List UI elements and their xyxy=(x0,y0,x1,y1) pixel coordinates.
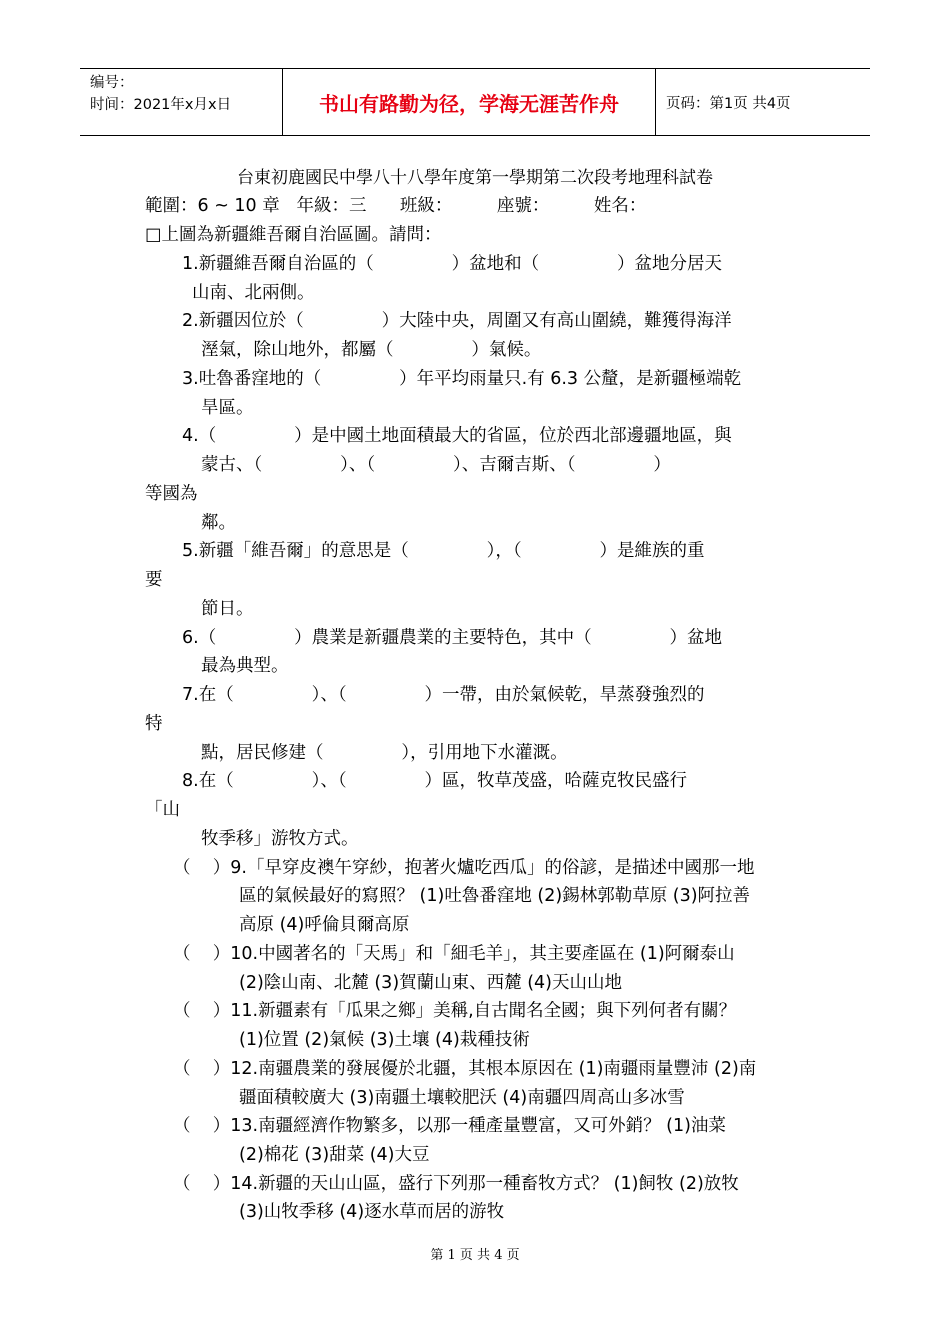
serial-number: 编号： xyxy=(90,75,134,91)
question-line: 蒙古、（ ）、（ ）、吉爾吉斯、（ ） xyxy=(201,455,671,475)
question-line: 最為典型。 xyxy=(201,656,289,676)
question-line: 要 xyxy=(145,570,163,590)
question-line: 區的氣候最好的寫照？ (1)吐魯番窪地 (2)錫林郭勒草原 (3)阿拉善 xyxy=(239,886,751,906)
exam-title: 台東初鹿國民中學八十八學年度第一學期第二次段考地理科試卷 xyxy=(237,168,713,188)
question-line: （ ）12.南疆農業的發展優於北疆，其根本原因在 (1)南疆雨量豐沛 (2)南 xyxy=(173,1059,757,1079)
question-line: （ ）10.中國著名的「天馬」和「細毛羊」，其主要產區在 (1)阿爾泰山 xyxy=(173,944,735,964)
question-line: 等國為 xyxy=(145,484,198,504)
date-stamp: 时间：2021年x月x日 xyxy=(90,97,232,113)
question-line: 1.新疆維吾爾自治區的（ ）盆地和（ ）盆地分居天 xyxy=(182,254,722,274)
question-line: 「山 xyxy=(145,800,180,820)
page-header xyxy=(80,68,870,136)
question-line: 山南、北兩側。 xyxy=(192,283,315,303)
question-line: (2)棉花 (3)甜菜 (4)大豆 xyxy=(239,1145,430,1165)
question-line: 高原 (4)呼倫貝爾高原 xyxy=(239,915,410,935)
question-line: 2.新疆因位於（ ）大陸中央，周圍又有高山圍繞，難獲得海洋 xyxy=(182,311,732,331)
page-footer: 第 1 页 共 4 页 xyxy=(430,1248,520,1263)
header-meta xyxy=(80,69,282,135)
question-line: 溼氣，除山地外，都屬（ ）氣候。 xyxy=(201,340,542,360)
question-line: 旱區。 xyxy=(201,398,254,418)
question-line: （ ）9.「早穿皮襖午穿紗，抱著火爐吃西瓜」的俗諺，是描述中國那一地 xyxy=(173,858,755,878)
question-line: (1)位置 (2)氣候 (3)土壤 (4)栽種技術 xyxy=(239,1030,530,1050)
question-line: 5.新疆「維吾爾」的意思是（ ），（ ）是維族的重 xyxy=(182,541,705,561)
question-line: （ ）14.新疆的天山山區，盛行下列那一種畜牧方式？ (1)飼牧 (2)放牧 xyxy=(173,1174,739,1194)
question-line: 7.在（ ）、（ ）一帶，由於氣候乾，旱蒸發強烈的 xyxy=(182,685,705,705)
question-line: 3.吐魯番窪地的（ ）年平均雨量只.有 6.3 公釐，是新疆極端乾 xyxy=(182,369,742,389)
question-line: （ ）11.新疆素有「瓜果之鄉」美稱,自古聞名全國；與下列何者有關？ xyxy=(173,1001,737,1021)
question-line: (2)陰山南、北麓 (3)賀蘭山東、西麓 (4)天山山地 xyxy=(239,973,622,993)
question-line: 節日。 xyxy=(201,599,254,619)
question-line: 4.（ ）是中國土地面積最大的省區，位於西北部邊疆地區，與 xyxy=(182,426,732,446)
motto: 书山有路勤为径，学海无涯苦作舟 xyxy=(282,69,656,135)
question-line: （ ）13.南疆經濟作物繁多，以那一種產量豐富，又可外銷？ (1)油菜 xyxy=(173,1116,726,1136)
question-line: 鄰。 xyxy=(201,513,236,533)
question-line: 點，居民修建（ ），引用地下水灌溉。 xyxy=(201,743,568,763)
question-line: 6.（ ）農業是新疆農業的主要特色，其中（ ）盆地 xyxy=(182,628,722,648)
section-heading: □上圖為新疆維吾爾自治區圖。請問： xyxy=(145,225,442,245)
question-line: 8.在（ ）、（ ）區，牧草茂盛，哈薩克牧民盛行 xyxy=(182,771,687,791)
question-line: (3)山牧季移 (4)逐水草而居的游牧 xyxy=(239,1202,505,1222)
question-line: 牧季移」游牧方式。 xyxy=(201,829,359,849)
exam-info: 範圍：6 ~ 10 章 年級：三 班級： 座號： 姓名： xyxy=(145,196,647,216)
page-indicator: 页码：第1页 共4页 xyxy=(666,95,791,112)
question-line: 疆面積較廣大 (3)南疆土壤較肥沃 (4)南疆四周高山多冰雪 xyxy=(239,1088,685,1108)
question-line: 特 xyxy=(145,714,163,734)
